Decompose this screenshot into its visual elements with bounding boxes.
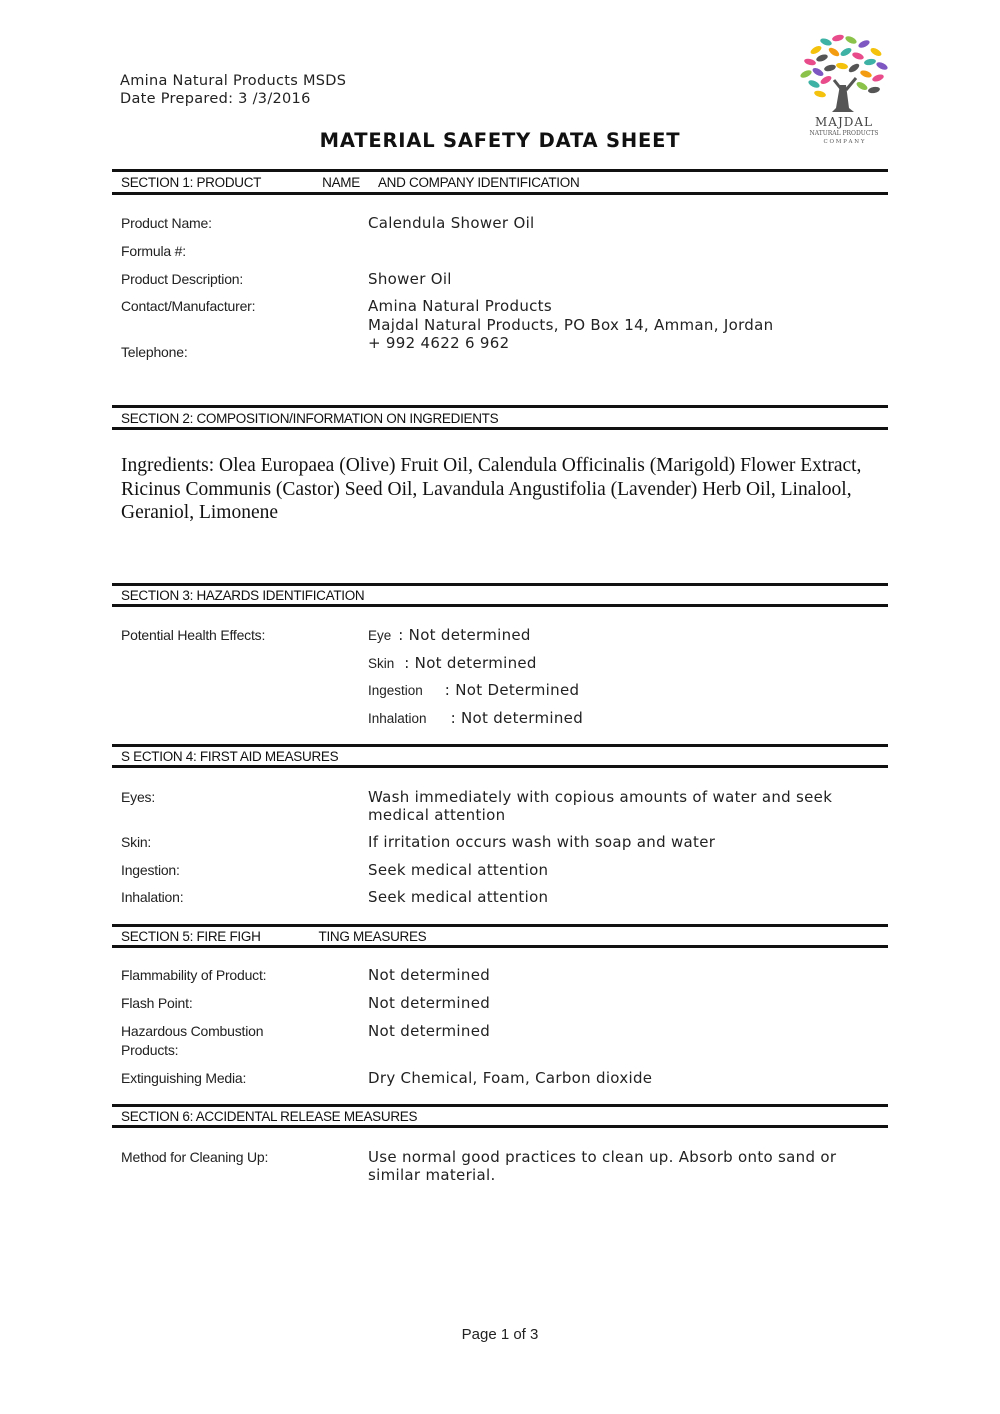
hazard-ingestion-row [368,681,579,700]
product-name-label: Product Name: [121,215,212,231]
flash-point-value: Not determined [368,994,491,1012]
page-title: MATERIAL SAFETY DATA SHEET [319,129,681,152]
section-4-top-rule [112,744,888,747]
section-5-heading-part-a: SECTION 5: FIRE FIGH [121,929,261,944]
cleaning-method-label: Method for Cleaning Up: [121,1149,269,1165]
hazard-skin-value: : Not determined [404,654,537,672]
contact-line-2: Majdal Natural Products, PO Box 14, Amman, Jordan [368,316,774,334]
hazard-ingestion-key: Ingestion [368,683,423,698]
product-description-label: Product Description: [121,271,244,287]
hazard-eye-key: Eye [368,628,392,643]
flammability-value: Not determined [368,966,491,984]
section-1-heading-part-b: NAME [322,175,360,190]
cleaning-method-line-2: similar material. [368,1166,496,1184]
page-number: Page 1 of 3 [461,1326,539,1343]
telephone-label: Telephone: [121,344,188,360]
hazard-inhalation-key: Inhalation [368,711,427,726]
extinguishing-media-label: Extinguishing Media: [121,1070,247,1086]
section-5-bottom-rule [112,945,888,948]
first-aid-skin-label: Skin: [121,834,152,850]
section-4-heading: S ECTION 4: FIRST AID MEASURES [121,749,339,764]
section-6-heading: SECTION 6: ACCIDENTAL RELEASE MEASURES [121,1109,418,1124]
section-4-bottom-rule [112,765,888,768]
first-aid-eyes-line-2: medical attention [368,806,506,824]
logo-company: C O M P A N Y [823,139,865,145]
section-5-heading-part-b: TING MEASURES [318,929,427,944]
flammability-label: Flammability of Product: [121,967,267,983]
section-5-heading [121,929,426,944]
hazardous-combustion-label-line-1: Hazardous Combustion [121,1023,264,1039]
hazard-eye-value: : Not determined [398,626,531,644]
section-1-heading-part-c: AND COMPANY IDENTIFICATION [377,175,580,190]
first-aid-eyes-label: Eyes: [121,789,156,805]
hazard-inhalation-value: : Not determined [450,709,584,727]
cleaning-method-line-1: Use normal good practices to clean up. Absorb onto sand or [368,1148,837,1166]
hazard-skin-key: Skin [368,656,395,671]
hazard-skin-row [368,654,537,673]
logo-tagline: NATURAL PRODUCTS [809,130,879,137]
section-1-heading [121,175,579,190]
first-aid-inhalation-value: Seek medical attention [368,888,549,906]
first-aid-ingestion-label: Ingestion: [121,862,180,878]
hazard-inhalation-row [368,709,583,728]
telephone-value: + 992 4622 6 962 [368,334,510,352]
section-6-bottom-rule [112,1125,888,1128]
section-5-top-rule [112,924,888,927]
section-2-bottom-rule [112,427,888,430]
document-header-company: Amina Natural Products MSDS [120,73,347,89]
section-2-heading: SECTION 2: COMPOSITION/INFORMATION ON INGREDIENTS [121,411,499,426]
health-effects-label: Potential Health Effects: [121,627,266,643]
hazardous-combustion-value: Not determined [368,1022,491,1040]
first-aid-skin-value: If irritation occurs wash with soap and water [368,833,716,851]
hazard-eye-row [368,626,531,645]
product-description-value: Shower Oil [368,270,452,288]
first-aid-inhalation-label: Inhalation: [121,889,184,905]
hazardous-combustion-label-line-2: Products: [121,1042,179,1058]
section-3-top-rule [112,583,888,586]
flash-point-label: Flash Point: [121,995,193,1011]
product-name-value: Calendula Shower Oil [368,214,535,232]
contact-line-1: Amina Natural Products [368,297,552,315]
hazard-ingestion-value: : Not Determined [444,681,580,699]
contact-label: Contact/Manufacturer: [121,298,256,314]
extinguishing-media-value: Dry Chemical, Foam, Carbon dioxide [368,1069,653,1087]
section-1-heading-part-a: SECTION 1: PRODUCT [121,175,262,190]
first-aid-eyes-line-1: Wash immediately with copious amounts of water and seek [368,788,833,806]
section-1-bottom-rule [112,192,888,195]
section-3-heading: SECTION 3: HAZARDS IDENTIFICATION [121,588,365,603]
first-aid-ingestion-value: Seek medical attention [368,861,549,879]
formula-label: Formula #: [121,243,186,259]
section-1-top-rule [112,169,888,172]
logo-name: MAJDAL [814,115,874,129]
section-2-top-rule [112,405,888,408]
ingredients-text: Ingredients: Olea Europaea (Olive) Fruit Oil, Calendula Officinalis (Marigold) Flower Extract, Ricinus Communis (Castor) Seed Oil, Lavandula Angustifolia (Lavender) Herb Oil, Linalool, Geraniol, Limonene [121,455,862,523]
document-date-prepared: Date Prepared: 3 /3/2016 [120,91,311,107]
section-3-bottom-rule [112,604,888,607]
section-6-top-rule [112,1104,888,1107]
